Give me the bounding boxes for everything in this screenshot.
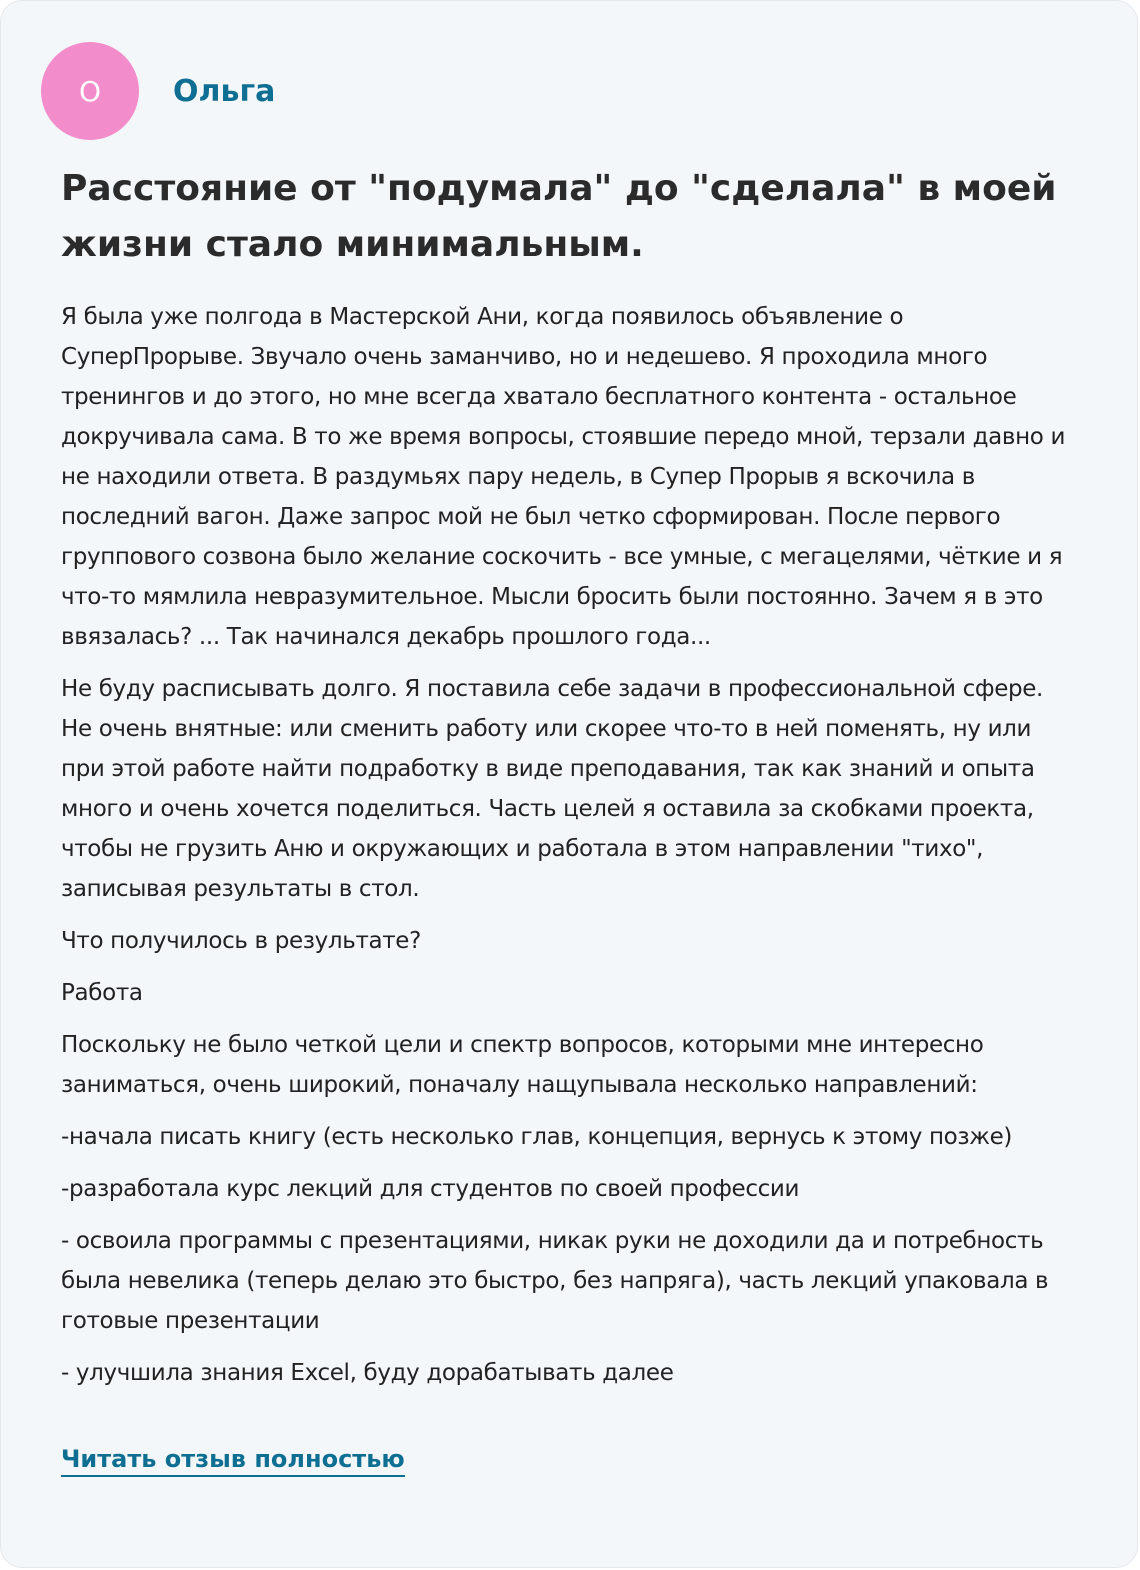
review-paragraph: Не буду расписывать долго. Я поставила себе задачи в профессиональной сфере. Не очень внятные: или сменить работу или скорее что-то в ней поменять, ну или при этой работе найти подработку в виде преподавания, так как знаний и опыта много и очень хочется поделиться. Часть целей я оставила за скобками проекта, чтобы не грузить Аню и окружающих и работала в этом направлении "тихо", записывая результаты в стол. <box>61 676 1044 902</box>
read-full-review-link[interactable]: Читать отзыв полностью <box>61 1445 405 1477</box>
review-title: Расстояние от "подумала" до "сделала" в моей жизни стало минимальным. <box>61 168 1057 265</box>
review-paragraph: Я была уже полгода в Мастерской Ани, когда появилось объявление о СуперПрорыве. Звучало очень заманчиво, но и недешево. Я проходила много тренингов и до этого, но мне всегда хватало бесплатного контента - остальное докручивала сама. В то же время вопросы, стоявшие передо мной, терзали давно и не находили ответа. В раздумьях пару недель, в Супер Прорыв я вскочила в последний вагон. Даже запрос мой не был четко сформирован. После первого группового созвона было желание соскочить - все умные, с мегацелями, чёткие и я что-то мямлила невразумительное. Мысли бросить были постоянно. Зачем я в это ввязалась? ... Так начинался декабрь прошлого года... <box>61 304 1066 650</box>
review-paragraph: - освоила программы с презентациями, никак руки не доходили да и потребность была невелика (теперь делаю это быстро, без напряга), часть лекций упаковала в готовые презентации <box>61 1228 1049 1334</box>
review-paragraph: Что получилось в результате? <box>61 928 421 954</box>
author-name: Ольга <box>173 73 276 109</box>
avatar: О <box>41 42 139 140</box>
review-paragraph: Поскольку не было четкой цели и спектр вопросов, которыми мне интересно заниматься, очень широкий, поначалу нащупывала несколько направлений: <box>61 1032 984 1098</box>
review-paragraph: -разработала курс лекций для студентов по своей профессии <box>61 1176 800 1202</box>
review-header <box>41 41 275 141</box>
review-paragraph: - улучшила знания Excel, буду дорабатывать далее <box>61 1360 674 1386</box>
review-paragraph: -начала писать книгу (есть несколько глав, концепция, вернусь к этому позже) <box>61 1124 1013 1150</box>
review-body <box>61 297 1071 1405</box>
review-paragraph: Работа <box>61 980 143 1006</box>
